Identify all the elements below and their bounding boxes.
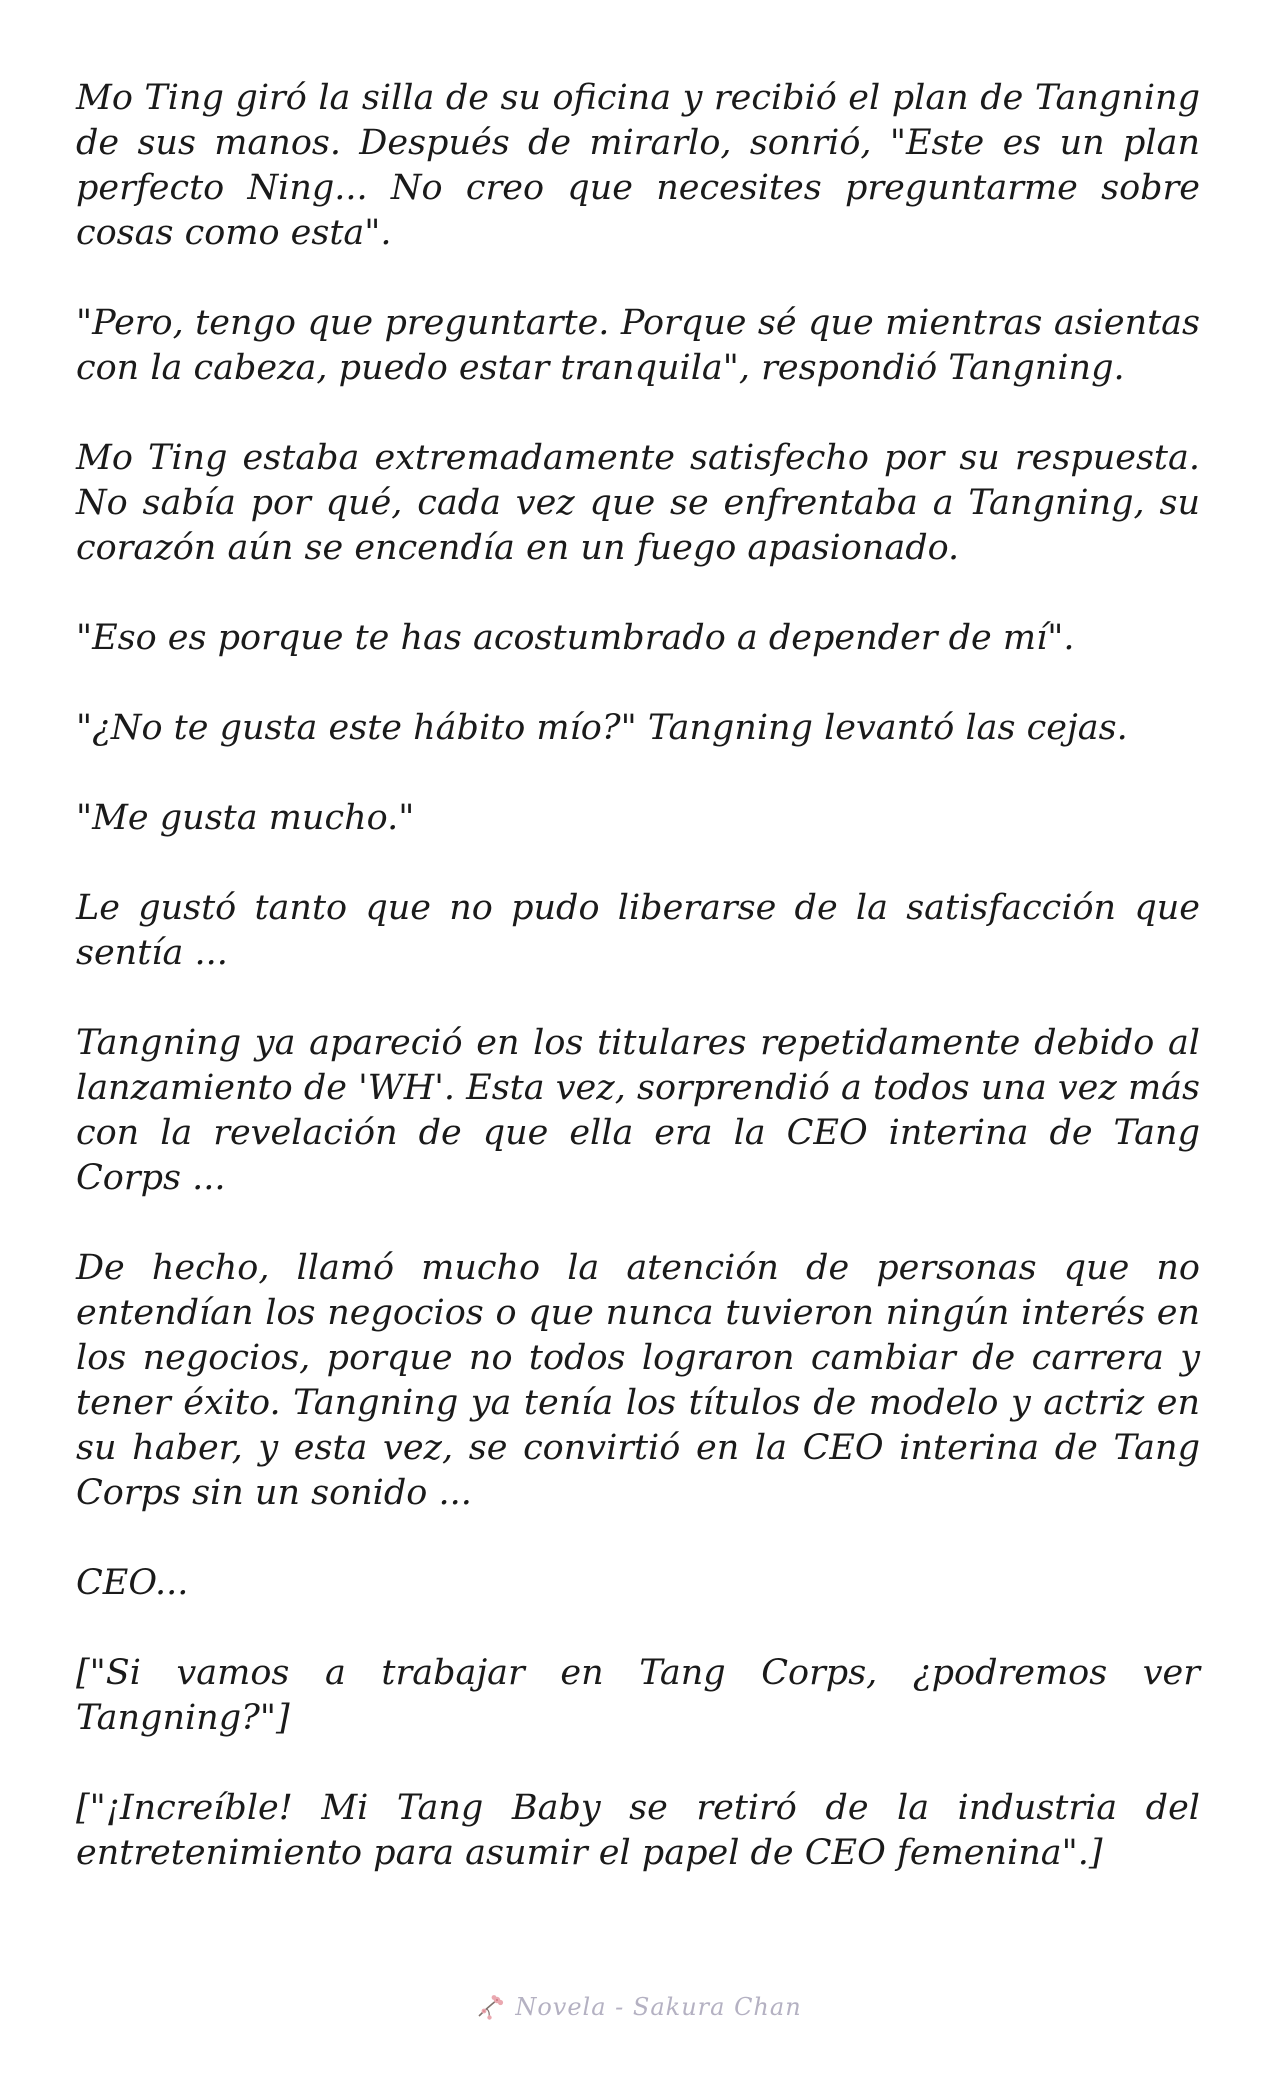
watermark-text: Novela - Sakura Chan: [515, 1993, 802, 2021]
document-body: [76, 76, 1200, 1921]
paragraph-8: Tangning ya apareció en los titulares repetidamente debido al lanzamiento de 'WH'. Esta vez, sorprendió a todos una vez más con la revelación de que ella era la CEO interina de Tang Corps ...: [76, 1023, 1200, 1198]
watermark: [0, 1992, 1275, 2022]
paragraph-4: "Eso es porque te has acostumbrado a depender de mí".: [76, 618, 1075, 658]
cherry-blossom-icon: [473, 1992, 507, 2022]
paragraph-11: ["Si vamos a trabajar en Tang Corps, ¿podremos ver Tangning?"]: [76, 1653, 1200, 1738]
paragraph-7: Le gustó tanto que no pudo liberarse de la satisfacción que sentía ...: [76, 888, 1200, 973]
paragraph-5: "¿No te gusta este hábito mío?" Tangning levantó las cejas.: [76, 708, 1128, 748]
paragraph-1: Mo Ting giró la silla de su oficina y recibió el plan de Tangning de sus manos. Después de mirarlo, sonrió, "Este es un plan perfecto Ning... No creo que necesites preguntarme sobre cosas como esta".: [76, 78, 1200, 253]
paragraph-6: "Me gusta mucho.": [76, 798, 415, 838]
paragraph-9: De hecho, llamó mucho la atención de personas que no entendían los negocios o que nunca tuvieron ningún interés en los negocios, porque no todos lograron cambiar de carrera y tener éxito. Tangning ya tenía los títulos de modelo y actriz en su haber, y esta vez, se convirtió en la CEO interina de Tang Corps sin un sonido ...: [76, 1248, 1200, 1513]
watermark-inner: [473, 1992, 801, 2022]
paragraph-10: CEO...: [76, 1563, 189, 1603]
paragraph-12: ["¡Increíble! Mi Tang Baby se retiró de la industria del entretenimiento para asumir el papel de CEO femenina".]: [76, 1788, 1200, 1873]
paragraph-2: "Pero, tengo que preguntarte. Porque sé que mientras asientas con la cabeza, puedo estar tranquila", respondió Tangning.: [76, 303, 1200, 388]
paragraph-3: Mo Ting estaba extremadamente satisfecho por su respuesta. No sabía por qué, cada vez que se enfrentaba a Tangning, su corazón aún se encendía en un fuego apasionado.: [76, 438, 1200, 568]
